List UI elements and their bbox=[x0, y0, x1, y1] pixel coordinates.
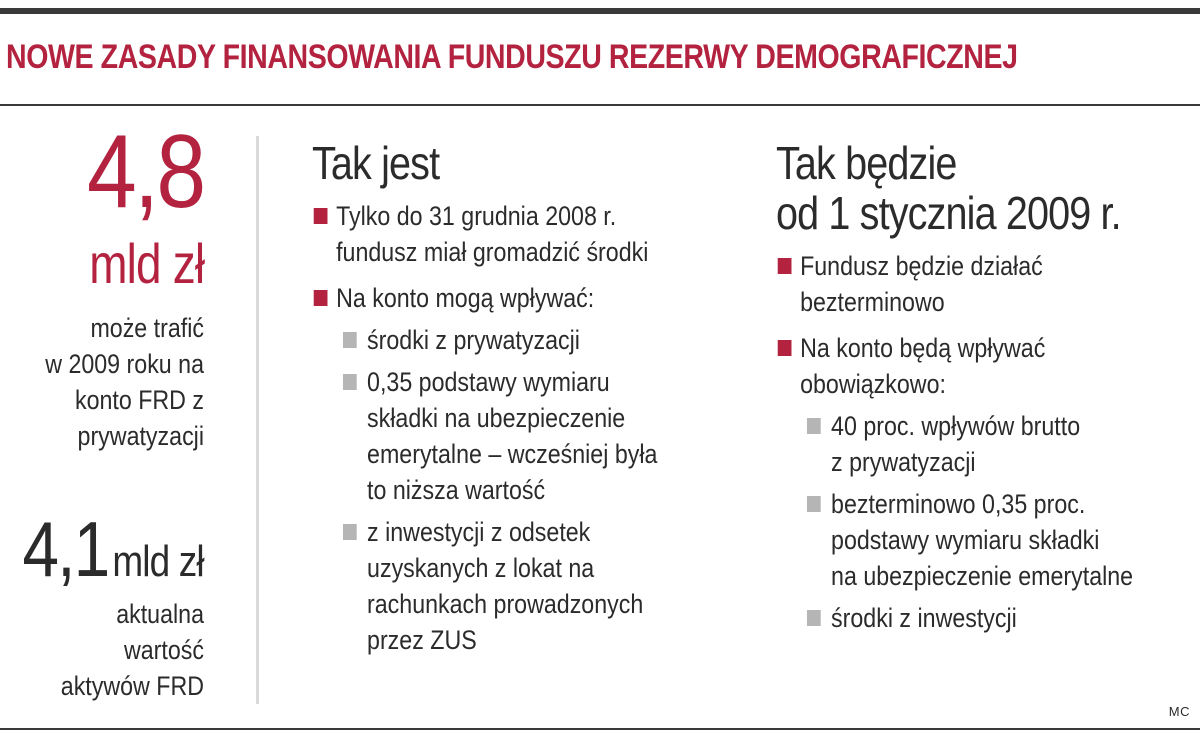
bullet-text-line: na ubezpieczenie emerytalne bbox=[831, 561, 1134, 591]
bullet-text-line: fundusz miał gromadzić środki bbox=[336, 237, 649, 267]
future-rules-list bbox=[776, 248, 1200, 636]
stat-assets-desc-line: wartość bbox=[123, 635, 204, 665]
square-bullet-icon bbox=[314, 208, 328, 224]
future-rules-column bbox=[776, 138, 1200, 636]
current-rules-title-line: Tak jest bbox=[312, 137, 440, 189]
stat-privatization-desc-line: w 2009 roku na bbox=[45, 349, 204, 379]
bullet-text-line: Na konto mogą wpływać: bbox=[336, 283, 595, 313]
stat-assets-desc-line: aktywów FRD bbox=[60, 671, 205, 701]
gray-square-bullet-icon bbox=[343, 332, 357, 348]
main-bullet-item bbox=[312, 280, 682, 316]
bullet-text-line: 0,35 podstawy wymiaru bbox=[367, 367, 610, 397]
gray-square-bullet-icon bbox=[807, 418, 821, 434]
bullet-text-line: Fundusz będzie działać bbox=[800, 251, 1043, 281]
bullet-text-line: rachunkach prowadzonych bbox=[367, 589, 644, 619]
gray-square-bullet-icon bbox=[807, 610, 821, 626]
square-bullet-icon bbox=[778, 340, 792, 356]
bullet-text-line: środki z prywatyzacji bbox=[367, 325, 580, 355]
stat-privatization-unit: mld zł bbox=[89, 232, 204, 295]
bullet-text-line: podstawy wymiaru składki bbox=[831, 525, 1100, 555]
column-divider bbox=[256, 136, 259, 704]
stat-assets-description bbox=[23, 596, 204, 704]
bullet-text-line: obowiązkowo: bbox=[800, 369, 946, 399]
stat-privatization-desc-line: może trafić bbox=[90, 313, 204, 343]
top-rule bbox=[0, 8, 1200, 14]
bullet-text-line: z prywatyzacji bbox=[831, 447, 976, 477]
stat-assets bbox=[22, 505, 204, 593]
sub-bullet-item bbox=[776, 408, 1146, 480]
bullet-text-line: przez ZUS bbox=[367, 625, 477, 655]
stat-privatization-desc-line: konto FRD z bbox=[74, 385, 204, 415]
bullet-text-line: to niższa wartość bbox=[367, 475, 546, 505]
sub-bullet-item bbox=[312, 322, 682, 358]
stat-privatization-description bbox=[23, 310, 204, 454]
future-rules-title-line: Tak będzie bbox=[776, 137, 957, 189]
main-bullet-item bbox=[776, 248, 1146, 320]
bottom-rule bbox=[0, 728, 1200, 730]
bullet-text-line: 40 proc. wpływów brutto bbox=[831, 411, 1081, 441]
headline: NOWE ZASADY FINANSOWANIA FUNDUSZU REZERWY DEMOGRAFICZNEJ bbox=[6, 38, 1018, 76]
sub-bullet-item bbox=[312, 364, 682, 508]
header-rule bbox=[0, 104, 1200, 106]
square-bullet-icon bbox=[314, 290, 328, 306]
future-rules-title-line: od 1 stycznia 2009 r. bbox=[776, 187, 1121, 239]
author-credit: MC bbox=[1168, 704, 1190, 719]
bullet-text-line: bezterminowo bbox=[800, 287, 945, 317]
bullet-text-line: uzyskanych z lokat na bbox=[367, 553, 595, 583]
bullet-text-line: z inwestycji z odsetek bbox=[367, 517, 591, 547]
stat-privatization-value: 4,8 bbox=[87, 114, 204, 230]
stat-assets-desc-line: aktualna bbox=[116, 599, 204, 629]
bullet-text-line: składki na ubezpieczenie bbox=[367, 403, 626, 433]
current-rules-title bbox=[312, 138, 682, 188]
main-bullet-item bbox=[776, 330, 1146, 402]
current-rules-column bbox=[312, 138, 742, 658]
gray-square-bullet-icon bbox=[807, 496, 821, 512]
future-rules-title bbox=[776, 138, 1146, 238]
square-bullet-icon bbox=[778, 258, 792, 274]
current-rules-list bbox=[312, 198, 742, 658]
gray-square-bullet-icon bbox=[343, 524, 357, 540]
bullet-text-line: emerytalne – wcześniej była bbox=[367, 439, 658, 469]
gray-square-bullet-icon bbox=[343, 374, 357, 390]
sub-bullet-item bbox=[776, 486, 1146, 594]
stat-privatization-desc-line: prywatyzacji bbox=[77, 421, 204, 451]
bullet-text-line: środki z inwestycji bbox=[831, 603, 1017, 633]
stat-assets-value: 4,1 bbox=[22, 505, 109, 593]
bullet-text-line: bezterminowo 0,35 proc. bbox=[831, 489, 1086, 519]
sub-bullet-item bbox=[312, 514, 682, 658]
main-bullet-item bbox=[312, 198, 682, 270]
sub-bullet-item bbox=[776, 600, 1146, 636]
bullet-text-line: Na konto będą wpływać bbox=[800, 333, 1046, 363]
stat-assets-unit: mld zł bbox=[112, 537, 204, 586]
bullet-text-line: Tylko do 31 grudnia 2008 r. bbox=[336, 201, 617, 231]
